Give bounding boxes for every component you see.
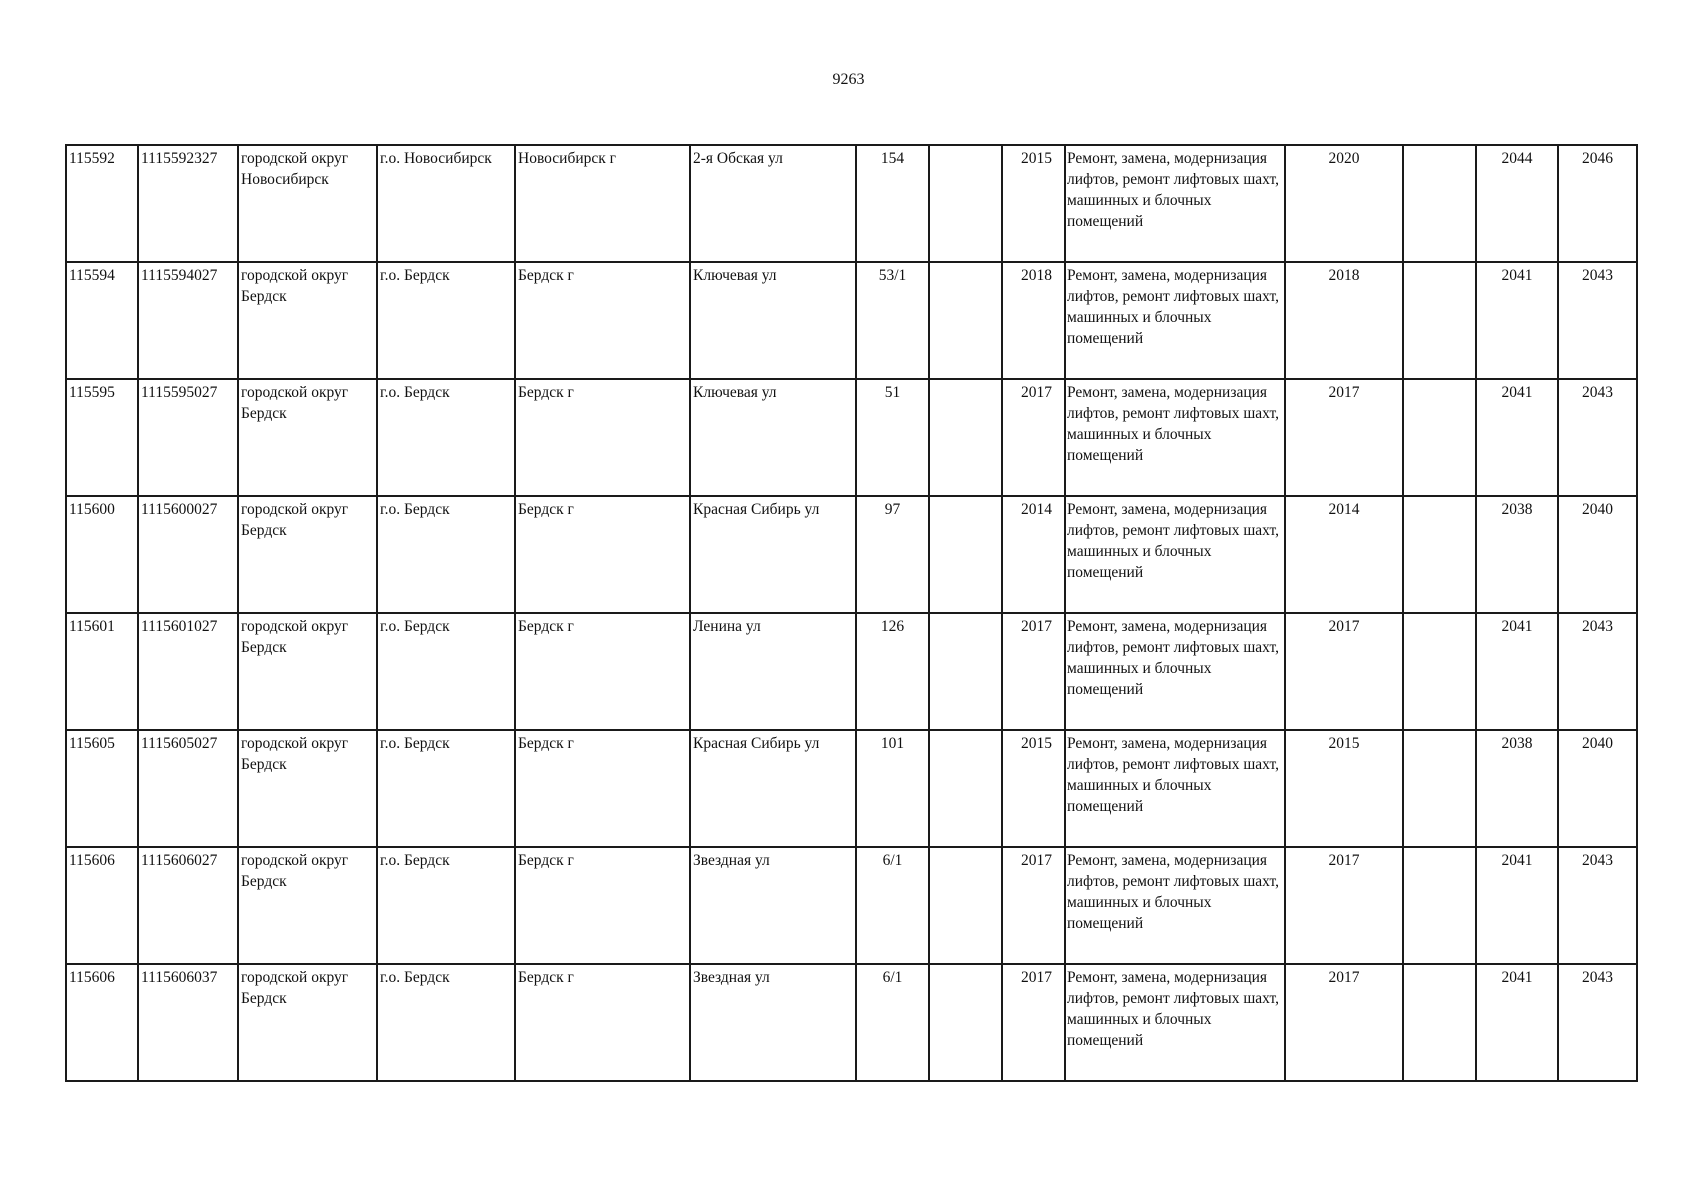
cell-work-type: Ремонт, замена, модернизация лифтов, ремонт лифтовых шахт, машинных и блочных помещений xyxy=(1065,613,1285,730)
cell-id: 115606 xyxy=(66,964,138,1081)
cell-street: Ленина ул xyxy=(690,613,856,730)
cell-period-from: 2041 xyxy=(1476,847,1558,964)
cell-year-2: 2018 xyxy=(1285,262,1403,379)
cell-street: Ключевая ул xyxy=(690,262,856,379)
cell-district: городской округ Бердск xyxy=(238,262,377,379)
cell-period-to: 2040 xyxy=(1558,496,1637,613)
cell-settlement: Бердск г xyxy=(515,847,690,964)
cell-work-type: Ремонт, замена, модернизация лифтов, ремонт лифтовых шахт, машинных и блочных помещений xyxy=(1065,145,1285,262)
cell-year-2: 2017 xyxy=(1285,847,1403,964)
cell-settlement: Бердск г xyxy=(515,379,690,496)
table-row xyxy=(66,613,1637,730)
cell-id: 115592 xyxy=(66,145,138,262)
cell-year-2: 2017 xyxy=(1285,964,1403,1081)
table-row xyxy=(66,964,1637,1081)
cell-year: 2017 xyxy=(1002,847,1065,964)
cell-empty xyxy=(1403,262,1476,379)
cell-year-2: 2017 xyxy=(1285,613,1403,730)
cell-year: 2017 xyxy=(1002,964,1065,1081)
table-row xyxy=(66,496,1637,613)
cell-street: 2-я Обская ул xyxy=(690,145,856,262)
cell-settlement: Бердск г xyxy=(515,730,690,847)
cell-period-to: 2043 xyxy=(1558,379,1637,496)
cell-empty xyxy=(929,964,1002,1081)
cell-id: 115600 xyxy=(66,496,138,613)
cell-empty xyxy=(1403,379,1476,496)
cell-house: 101 xyxy=(856,730,929,847)
cell-house: 6/1 xyxy=(856,847,929,964)
table-body xyxy=(66,145,1637,1081)
cell-settlement: Новосибирск г xyxy=(515,145,690,262)
cell-period-from: 2041 xyxy=(1476,964,1558,1081)
cell-municipality: г.о. Бердск xyxy=(377,379,515,496)
registry-table xyxy=(65,144,1638,1082)
cell-work-type: Ремонт, замена, модернизация лифтов, ремонт лифтовых шахт, машинных и блочных помещений xyxy=(1065,964,1285,1081)
cell-municipality: г.о. Бердск xyxy=(377,730,515,847)
cell-street: Красная Сибирь ул xyxy=(690,730,856,847)
cell-empty xyxy=(1403,964,1476,1081)
cell-empty xyxy=(929,262,1002,379)
cell-empty xyxy=(929,613,1002,730)
cell-district: городской округ Бердск xyxy=(238,847,377,964)
cell-code: 1115592327 xyxy=(138,145,238,262)
cell-street: Красная Сибирь ул xyxy=(690,496,856,613)
cell-district: городской округ Бердск xyxy=(238,730,377,847)
cell-year-2: 2020 xyxy=(1285,145,1403,262)
cell-work-type: Ремонт, замена, модернизация лифтов, ремонт лифтовых шахт, машинных и блочных помещений xyxy=(1065,496,1285,613)
cell-id: 115595 xyxy=(66,379,138,496)
cell-empty xyxy=(929,847,1002,964)
cell-year-2: 2017 xyxy=(1285,379,1403,496)
cell-municipality: г.о. Новосибирск xyxy=(377,145,515,262)
cell-empty xyxy=(1403,496,1476,613)
cell-settlement: Бердск г xyxy=(515,262,690,379)
cell-municipality: г.о. Бердск xyxy=(377,496,515,613)
table-row xyxy=(66,730,1637,847)
cell-house: 51 xyxy=(856,379,929,496)
cell-year: 2015 xyxy=(1002,145,1065,262)
cell-empty xyxy=(929,496,1002,613)
cell-period-from: 2038 xyxy=(1476,496,1558,613)
table-row xyxy=(66,145,1637,262)
cell-empty xyxy=(1403,730,1476,847)
cell-house: 53/1 xyxy=(856,262,929,379)
cell-house: 6/1 xyxy=(856,964,929,1081)
cell-code: 1115594027 xyxy=(138,262,238,379)
cell-empty xyxy=(929,730,1002,847)
cell-id: 115594 xyxy=(66,262,138,379)
cell-code: 1115605027 xyxy=(138,730,238,847)
cell-district: городской округ Бердск xyxy=(238,379,377,496)
table-row xyxy=(66,847,1637,964)
cell-code: 1115601027 xyxy=(138,613,238,730)
cell-period-to: 2040 xyxy=(1558,730,1637,847)
cell-year: 2018 xyxy=(1002,262,1065,379)
cell-municipality: г.о. Бердск xyxy=(377,964,515,1081)
table-row xyxy=(66,262,1637,379)
cell-district: городской округ Бердск xyxy=(238,964,377,1081)
cell-year: 2015 xyxy=(1002,730,1065,847)
cell-settlement: Бердск г xyxy=(515,613,690,730)
cell-period-to: 2043 xyxy=(1558,964,1637,1081)
page-number: 9263 xyxy=(832,71,865,88)
cell-year: 2017 xyxy=(1002,613,1065,730)
cell-period-from: 2041 xyxy=(1476,379,1558,496)
cell-empty xyxy=(1403,145,1476,262)
cell-work-type: Ремонт, замена, модернизация лифтов, ремонт лифтовых шахт, машинных и блочных помещений xyxy=(1065,847,1285,964)
cell-code: 1115595027 xyxy=(138,379,238,496)
cell-year-2: 2015 xyxy=(1285,730,1403,847)
cell-work-type: Ремонт, замена, модернизация лифтов, ремонт лифтовых шахт, машинных и блочных помещений xyxy=(1065,730,1285,847)
cell-empty xyxy=(1403,847,1476,964)
cell-period-from: 2041 xyxy=(1476,613,1558,730)
cell-period-to: 2046 xyxy=(1558,145,1637,262)
cell-period-from: 2038 xyxy=(1476,730,1558,847)
cell-work-type: Ремонт, замена, модернизация лифтов, ремонт лифтовых шахт, машинных и блочных помещений xyxy=(1065,262,1285,379)
cell-id: 115606 xyxy=(66,847,138,964)
cell-period-from: 2044 xyxy=(1476,145,1558,262)
cell-house: 126 xyxy=(856,613,929,730)
cell-code: 1115606027 xyxy=(138,847,238,964)
cell-district: городской округ Бердск xyxy=(238,496,377,613)
cell-id: 115601 xyxy=(66,613,138,730)
cell-year: 2017 xyxy=(1002,379,1065,496)
cell-period-to: 2043 xyxy=(1558,847,1637,964)
cell-municipality: г.о. Бердск xyxy=(377,847,515,964)
cell-id: 115605 xyxy=(66,730,138,847)
cell-street: Звездная ул xyxy=(690,964,856,1081)
cell-year-2: 2014 xyxy=(1285,496,1403,613)
cell-district: городской округ Новосибирск xyxy=(238,145,377,262)
cell-house: 154 xyxy=(856,145,929,262)
cell-settlement: Бердск г xyxy=(515,964,690,1081)
cell-code: 1115606037 xyxy=(138,964,238,1081)
cell-code: 1115600027 xyxy=(138,496,238,613)
cell-street: Ключевая ул xyxy=(690,379,856,496)
cell-settlement: Бердск г xyxy=(515,496,690,613)
cell-house: 97 xyxy=(856,496,929,613)
cell-year: 2014 xyxy=(1002,496,1065,613)
cell-period-from: 2041 xyxy=(1476,262,1558,379)
cell-empty xyxy=(929,379,1002,496)
cell-period-to: 2043 xyxy=(1558,613,1637,730)
cell-district: городской округ Бердск xyxy=(238,613,377,730)
cell-municipality: г.о. Бердск xyxy=(377,613,515,730)
cell-period-to: 2043 xyxy=(1558,262,1637,379)
table-row xyxy=(66,379,1637,496)
cell-municipality: г.о. Бердск xyxy=(377,262,515,379)
cell-empty xyxy=(929,145,1002,262)
cell-empty xyxy=(1403,613,1476,730)
cell-work-type: Ремонт, замена, модернизация лифтов, ремонт лифтовых шахт, машинных и блочных помещений xyxy=(1065,379,1285,496)
cell-street: Звездная ул xyxy=(690,847,856,964)
